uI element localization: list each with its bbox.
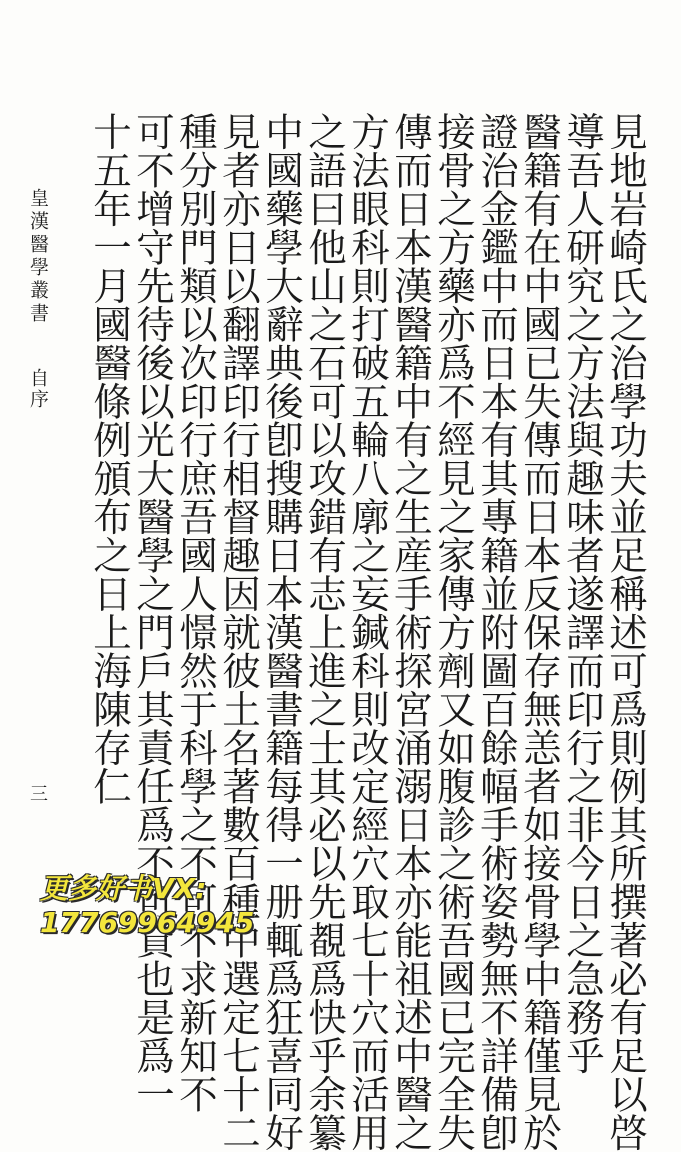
- watermark-overlay: [40, 872, 254, 940]
- section-title: 自序: [27, 368, 49, 410]
- text-column-13: 十五年一月國醫條例頒布之日上海陳存仁: [87, 112, 132, 805]
- page-number: 三: [30, 784, 48, 805]
- text-column-2: 導吾人研究之方法與趣味者遂譯而印行之非今日之急務乎: [560, 112, 605, 1075]
- text-column-1: 見地岩崎氏之治學功夫並足稱述可爲則例其所撰著必有足以啓: [603, 112, 648, 1152]
- watermark-line-2: 17769964945: [40, 906, 255, 939]
- text-column-7: 方法眼科則打破五輪八廓之妄鍼科則改定經穴取七十穴而活用: [345, 112, 390, 1152]
- text-column-12: 可不增守先待後以光大醫學之門戶其責任爲不可貸也是爲一: [130, 112, 175, 1113]
- text-column-8: 之語曰他山之石可以攻錯有志上進之士其必以先覩爲快乎余纂: [302, 112, 347, 1152]
- text-column-11: 種分別門類以次印行庶吾國人憬然于科學之不可不求新知不: [173, 112, 218, 1113]
- text-column-6: 傳而日本漢醫籍中有之生産手術探宮涌溺日本亦能祖述中醫之: [388, 112, 433, 1152]
- body-text: [87, 112, 648, 1152]
- text-column-3: 醫籍有在中國已失傳而日本反保存無恙者如接骨學中籍僅見於: [517, 112, 562, 1152]
- series-title: 皇漢醫學叢書: [27, 188, 49, 326]
- text-column-10: 見者亦日以翻譯印行相督趣因就彼土名著數百種中選定七十二: [216, 112, 261, 1152]
- text-column-5: 接骨之方藥亦爲不經見之家傳方劑又如腹診之術吾國已完全失: [431, 112, 476, 1152]
- watermark-line-1: 更多好书VX:: [40, 872, 207, 905]
- text-column-4: 證治金鑑中而日本有其專籍並附圖百餘幅手術姿勢無不詳備卽: [474, 112, 519, 1152]
- text-column-9: 中國藥學大辭典後卽搜購日本漢醫書籍每得一册輒爲狂喜同好: [259, 112, 304, 1152]
